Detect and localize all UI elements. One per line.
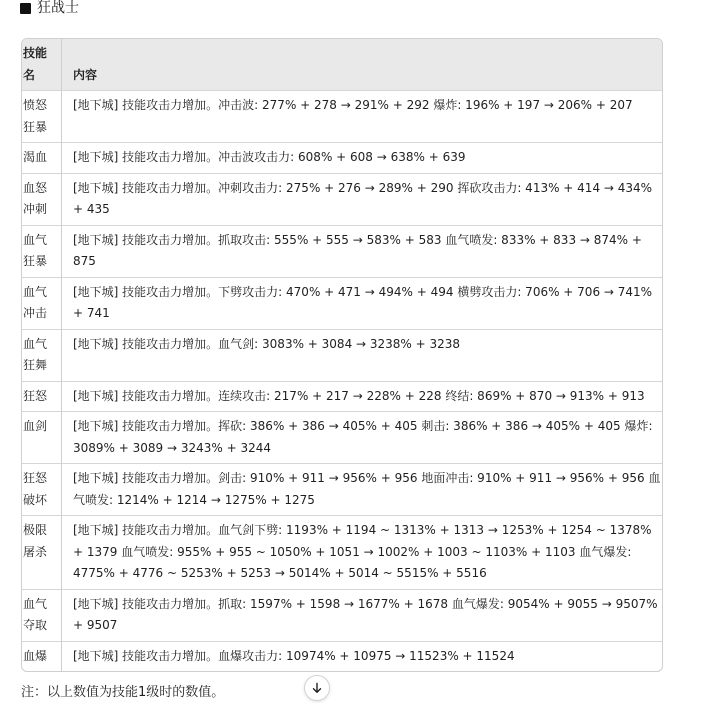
table-row [22, 173, 662, 225]
table-row [22, 516, 662, 590]
header-content: 内容 [62, 39, 663, 91]
skill-content-cell: [地下城] 技能攻击力增加。冲刺攻击力: 275% + 276 → 289% + 290 挥砍攻击力: 413% + 414 → 434% + 435 [62, 173, 663, 225]
skill-content-cell: [地下城] 技能攻击力增加。血气剑下劈: 1193% + 1194 ~ 1313% + 1313 → 1253% + 1254 ~ 1378% + 1379 血气喷发: 955% + 955 ~ 1050% + 1051 → 1002% + 1003 ~ 1103% + 1103 血气爆发: 4775% + 4776 ~ 5253% + 5253 → 5014% + 5014 ~ 5515% + 5516 [62, 516, 663, 590]
arrow-down-icon [311, 682, 323, 694]
header-skill-name: 技能名 [22, 39, 62, 91]
table-header-row [22, 39, 662, 91]
black-square-bullet-icon [20, 3, 31, 14]
footnote: 注：以上数值为技能1级时的数值。 [21, 685, 225, 700]
skill-content-cell: [地下城] 技能攻击力增加。下劈攻击力: 470% + 471 → 494% + 494 横劈攻击力: 706% + 706 → 741% + 741 [62, 277, 663, 329]
skill-content-cell: [地下城] 技能攻击力增加。剑击: 910% + 911 → 956% + 956 地面冲击: 910% + 911 → 956% + 956 血气喷发: 1214% + 1214 → 1275% + 1275 [62, 464, 663, 516]
skill-content-cell: [地下城] 技能攻击力增加。抓取: 1597% + 1598 → 1677% + 1678 血气爆发: 9054% + 9055 → 9507% + 9507 [62, 589, 663, 641]
skill-content-cell: [地下城] 技能攻击力增加。挥砍: 386% + 386 → 405% + 405 刺击: 386% + 386 → 405% + 405 爆炸: 3089% + 3089 → 3243% + 3244 [62, 412, 663, 464]
scroll-down-button[interactable] [304, 675, 330, 701]
table-row [22, 641, 662, 671]
table-row [22, 464, 662, 516]
skills-table [22, 39, 662, 671]
table-row [22, 381, 662, 412]
skill-content-cell: [地下城] 技能攻击力增加。冲击波攻击力: 608% + 608 → 638% + 639 [62, 143, 663, 174]
skill-content-cell: [地下城] 技能攻击力增加。血爆攻击力: 10974% + 10975 → 11523% + 11524 [62, 641, 663, 671]
skill-content-cell: [地下城] 技能攻击力增加。连续攻击: 217% + 217 → 228% + 228 终结: 869% + 870 → 913% + 913 [62, 381, 663, 412]
skills-table-container [21, 38, 663, 672]
table-row [22, 329, 662, 381]
table-row [22, 412, 662, 464]
skill-name-cell: 血怒冲刺 [22, 173, 62, 225]
section-title: 狂战士 [37, 0, 79, 16]
table-row [22, 589, 662, 641]
skill-name-cell: 血气夺取 [22, 589, 62, 641]
skill-content-cell: [地下城] 技能攻击力增加。血气剑: 3083% + 3084 → 3238% + 3238 [62, 329, 663, 381]
skill-content-cell: [地下城] 技能攻击力增加。冲击波: 277% + 278 → 291% + 292 爆炸: 196% + 197 → 206% + 207 [62, 91, 663, 143]
skill-content-cell: [地下城] 技能攻击力增加。抓取攻击: 555% + 555 → 583% + 583 血气喷发: 833% + 833 → 874% + 875 [62, 225, 663, 277]
skill-name-cell: 血剑 [22, 412, 62, 464]
table-row [22, 277, 662, 329]
table-body [22, 91, 662, 672]
section-heading [20, 0, 79, 18]
skill-name-cell: 极限屠杀 [22, 516, 62, 590]
skill-name-cell: 血气狂舞 [22, 329, 62, 381]
table-row [22, 225, 662, 277]
skill-name-cell: 血气冲击 [22, 277, 62, 329]
skill-name-cell: 血爆 [22, 641, 62, 671]
table-row [22, 91, 662, 143]
skill-name-cell: 愤怒狂暴 [22, 91, 62, 143]
skill-name-cell: 渴血 [22, 143, 62, 174]
skill-name-cell: 狂怒破坏 [22, 464, 62, 516]
skill-name-cell: 血气狂暴 [22, 225, 62, 277]
table-row [22, 143, 662, 174]
skill-name-cell: 狂怒 [22, 381, 62, 412]
